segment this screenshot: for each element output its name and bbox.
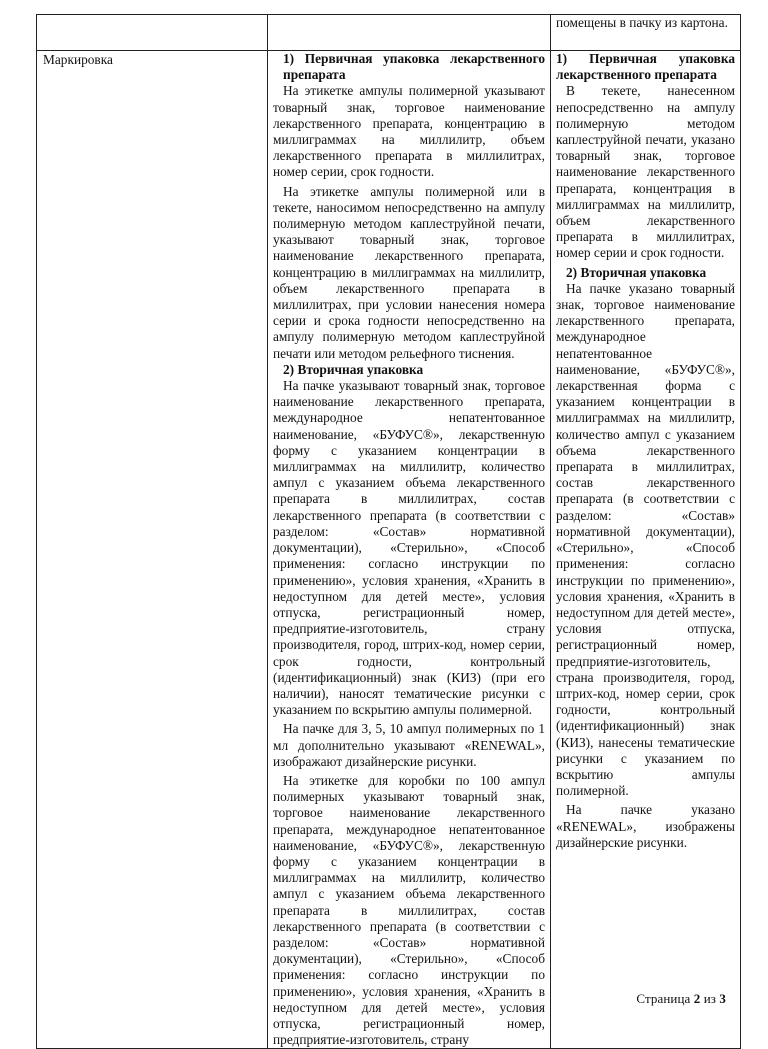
primary-label-paragraph: На этикетке ампулы полимерной указывают товарный знак, торговое наименование лекарственного препарата, концентрацию в миллиграммах на миллилитр, объем лекарственного препарата в миллилитрах, номер серии, срок годности. — [273, 83, 545, 180]
page-prefix: Страница — [636, 991, 691, 1006]
secondary-pack-paragraph: На пачке указывают товарный знак, торговое наименование лекарственного препарата, международное непатентованное наименование, «БУФУС®», лекарственную форму с указанием концентрации в миллиграммах на миллилитр, количество ампул с указанием объема лекарственного препарата в миллилитрах, состав лекарственного препарата (в соответствии с разделом: «Состав» нормативной документации), «Стерильно», «Способ применения: согласно инструкции по применению», условия хранения, «Хранить в недоступном для детей месте», условия отпуска, регистрационный номер, предприятие-изготовитель, страну производителя, город, штрих-код, номер серии, срок годности, контрольный (идентификационный) знак (КИЗ) (при его наличии), наносят тематические рисунки с указанием по вскрытию ампулы полимерной. — [273, 378, 545, 718]
page-current: 2 — [693, 991, 701, 1006]
actual-primary-heading: 1) Первичная упаковка лекарственного препарата — [556, 51, 735, 83]
cell-label-empty — [37, 15, 268, 51]
table-row-continued — [37, 15, 741, 51]
table-row-marking — [37, 51, 741, 1049]
primary-ink-paragraph: На этикетке ампулы полимерной или в текете, наносимом непосредственно на ампулу полимерную методом каплеструйной печати, указывают товарный знак, торговое наименование лекарственного препарата, концентрацию в миллиграммах на миллилитр, объем лекарственного препарата в миллилитрах, при условии нанесения номера серии и срока годности непосредственно на ампулу полимерную методом каплеструйной печати или методом рельефного тиснения. — [273, 183, 545, 361]
renewal-paragraph: На пачке для 3, 5, 10 ампул полимерных по 1 мл дополнительно указывают «RENEWAL», изображают дизайнерские рисунки. — [273, 721, 545, 769]
document-table — [36, 14, 741, 1049]
actual-primary-paragraph: В текете, нанесенном непосредственно на ампулу полимерную методом каплеструйной печати, указано товарный знак, торговое наименование лекарственного препарата, концентрация в миллиграммах на миллилитр, объем лекарственного препарата в миллилитрах, номер серии и срок годности. — [556, 83, 735, 261]
row-label — [37, 51, 268, 1049]
cell-col2-empty — [268, 15, 551, 51]
actual-renewal-paragraph: На пачке указано «RENEWAL», изображены дизайнерские рисунки. — [556, 802, 735, 850]
box-label-paragraph: На этикетке для коробки по 100 ампул полимерных указывают товарный знак, торговое наименование лекарственного препарата, международное непатентованное наименование, «БУФУС®», лекарственную форму с указанием концентрации в миллиграммах на миллилитр, количество ампул с указанием объема лекарственного препарата в миллилитрах, состав лекарственного препарата (в соответствии с разделом: «Состав» нормативной документации), «Стерильно», «Способ применения: согласно инструкции по применению», условия хранения, «Хранить в недоступном для детей месте», условия отпуска, регистрационный номер, предприятие-изготовитель, страну — [273, 772, 545, 1048]
continued-text: помещены в пачку из картона. — [556, 15, 728, 30]
primary-packaging-heading: 1) Первичная упаковка лекарственного препарата — [283, 51, 545, 83]
page-total: 3 — [719, 991, 726, 1006]
actual-secondary-heading: 2) Вторичная упаковка — [566, 264, 707, 280]
cell-col3-continued — [551, 15, 741, 51]
cell-actual — [551, 51, 741, 1049]
cell-requirements — [268, 51, 551, 1049]
page-number-footer — [636, 991, 726, 1007]
actual-secondary-paragraph: На пачке указано товарный знак, торговое наименование лекарственного препарата, международное непатентованное наименование, «БУФУС®», лекарственная форма с указанием концентрации в миллиграммах на миллилитр, количество ампул с указанием объема лекарственного препарата в миллилитрах, состав лекарственного препарата (в соответствии с разделом: «Состав» нормативной документации), «Стерильно», «Способ применения: согласно инструкции по применению», условия хранения, «Хранить в недоступном для детей месте», условия отпуска, регистрационный номер, предприятие-изготовитель, страна производителя, город, штрих-код, номер серии, срок годности, контрольный (идентификационный) знак (КИЗ), нанесены тематические рисунки с указанием по вскрытию ампулы полимерной. — [556, 280, 735, 799]
row-label-text: Маркировка — [43, 52, 113, 67]
page-middle: из — [703, 991, 717, 1006]
secondary-packaging-heading: 2) Вторичная упаковка — [283, 361, 424, 377]
